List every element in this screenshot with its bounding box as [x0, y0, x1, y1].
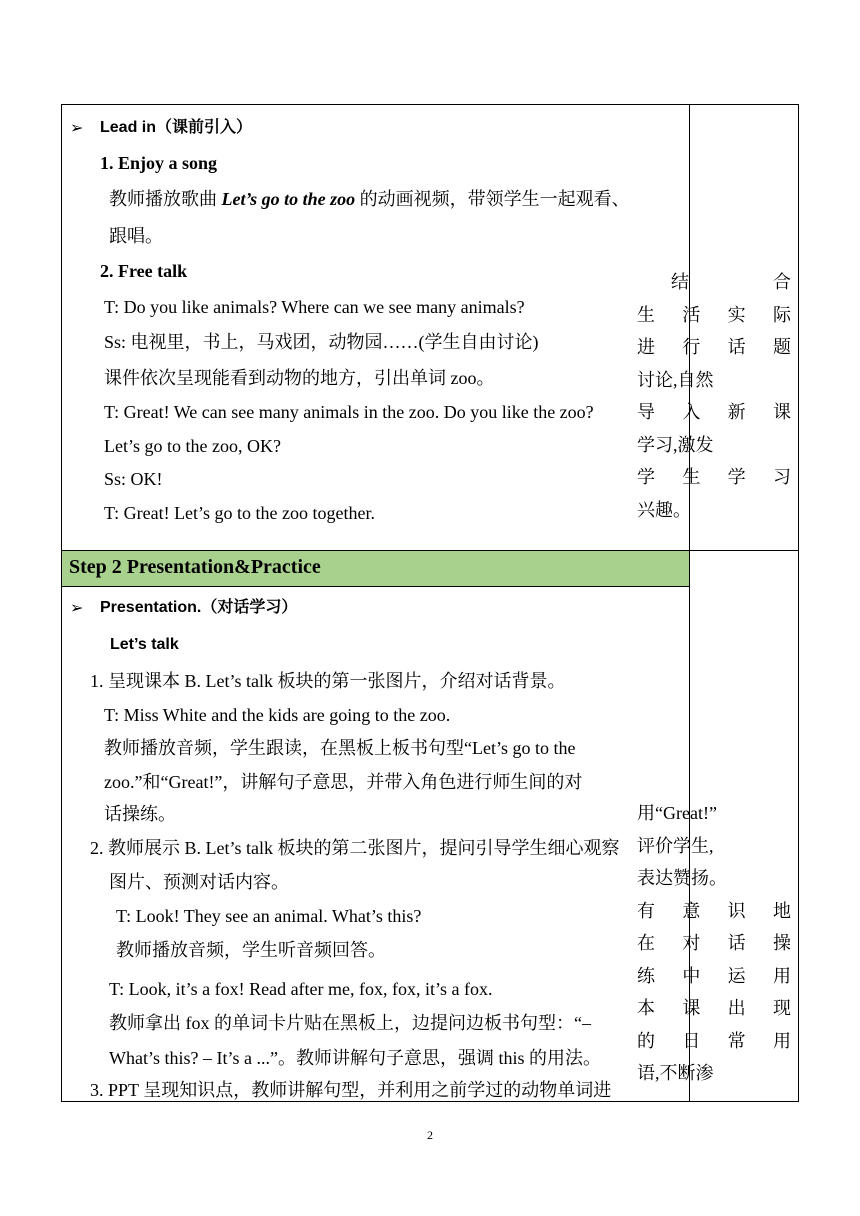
procedure-line: 话操练。 [104, 804, 176, 824]
procedure-line: T: Look, it’s a fox! Read after me, fox, fox, it’s a fox. [109, 979, 493, 999]
procedure-line: 3. PPT 呈现知识点，教师讲解句型，并利用之前学过的动物单词进 [90, 1080, 612, 1100]
procedure-line: 教师拿出 fox 的单词卡片贴在黑板上，边提问边板书句型：“– [109, 1013, 591, 1033]
note-line: 本 课 出 现 [637, 998, 791, 1018]
song-text-before: 教师播放歌曲 [109, 189, 222, 209]
song-description [109, 188, 630, 210]
item-title-enjoy-song: 1. Enjoy a song [100, 153, 218, 173]
procedure-line: T: Look! They see an animal. What’s this? [116, 906, 422, 926]
step-title: Step 2 Presentation&Practice [69, 556, 321, 578]
note-line: 语,不断渗 [637, 1063, 714, 1083]
design-note-2 [637, 797, 791, 1090]
dialogue-line: T: Great! Let’s go to the zoo together. [104, 503, 376, 523]
design-note-1 [637, 266, 791, 526]
item-title-free-talk: 2. Free talk [100, 261, 188, 281]
dialogue-line: Let’s go to the zoo, OK? [104, 436, 281, 456]
step-header-bar [62, 551, 689, 587]
dialogue-line: T: Great! We can see many animals in the zoo. Do you like the zoo? [104, 402, 594, 422]
note-line: 兴趣。 [637, 499, 691, 520]
procedure-line: 2. 教师展示 B. Let’s talk 板块的第二张图片，提问引导学生细心观察 [90, 838, 620, 858]
note-line: 生 活 实 际 [637, 304, 791, 325]
procedure-line: 图片、预测对话内容。 [109, 872, 289, 892]
song-title: Let’s go to the zoo [221, 189, 356, 209]
song-text-after: 的动画视频，带领学生一起观看、 [355, 189, 630, 209]
dialogue-line: T: Do you like animals? Where can we see many animals? [104, 297, 525, 317]
song-description-cont: 跟唱。 [109, 226, 163, 246]
note-line: 讨论,自然 [637, 369, 714, 390]
note-line: 表达赞扬。 [637, 868, 727, 888]
note-line: 评价学生, [637, 835, 714, 856]
dialogue-line: 课件依次呈现能看到动物的地方，引出单词 zoo。 [104, 368, 495, 388]
dialogue-line: Ss: 电视里，书上，马戏团，动物园……(学生自由讨论) [104, 332, 539, 352]
procedure-line: 教师播放音频，学生听音频回答。 [116, 940, 386, 960]
note-line: 的 日 常 用 [637, 1030, 791, 1051]
note-line: 在 对 话 操 [637, 933, 791, 953]
procedure-line: 1. 呈现课本 B. Let’s talk 板块的第一张图片，介绍对话背景。 [90, 671, 566, 691]
bullet-arrow-icon: ➢ [70, 118, 84, 137]
note-line: 结 合 [671, 272, 791, 292]
note-line: 有 意 识 地 [637, 900, 791, 921]
subheading-lets-talk: Let’s talk [110, 636, 179, 653]
note-line: 学习,激发 [637, 434, 714, 455]
procedure-line: T: Miss White and the kids are going to the zoo. [104, 705, 451, 725]
bullet-arrow-icon: ➢ [70, 598, 84, 617]
section-heading-presentation: Presentation.（对话学习） [100, 599, 298, 616]
section-heading-lead-in: Lead in（课前引入） [100, 119, 253, 136]
procedure-line: 教师播放音频，学生跟读，在黑板上板书句型“Let’s go to the [104, 738, 576, 758]
note-line: 练 中 运 用 [637, 965, 791, 986]
note-line: 进 行 话 题 [637, 337, 791, 357]
dialogue-line: Ss: OK! [104, 469, 163, 489]
note-line: 学 生 学 习 [637, 467, 791, 487]
note-line: 导 入 新 课 [637, 402, 791, 422]
page-number: 2 [427, 1128, 433, 1142]
note-line: 用“Great!” [637, 803, 717, 823]
procedure-line: What’s this? – It’s a ...”。教师讲解句子意思，强调 this 的用法。 [109, 1048, 601, 1068]
procedure-line: zoo.”和“Great!”，讲解句子意思，并带入角色进行师生间的对 [104, 772, 583, 792]
